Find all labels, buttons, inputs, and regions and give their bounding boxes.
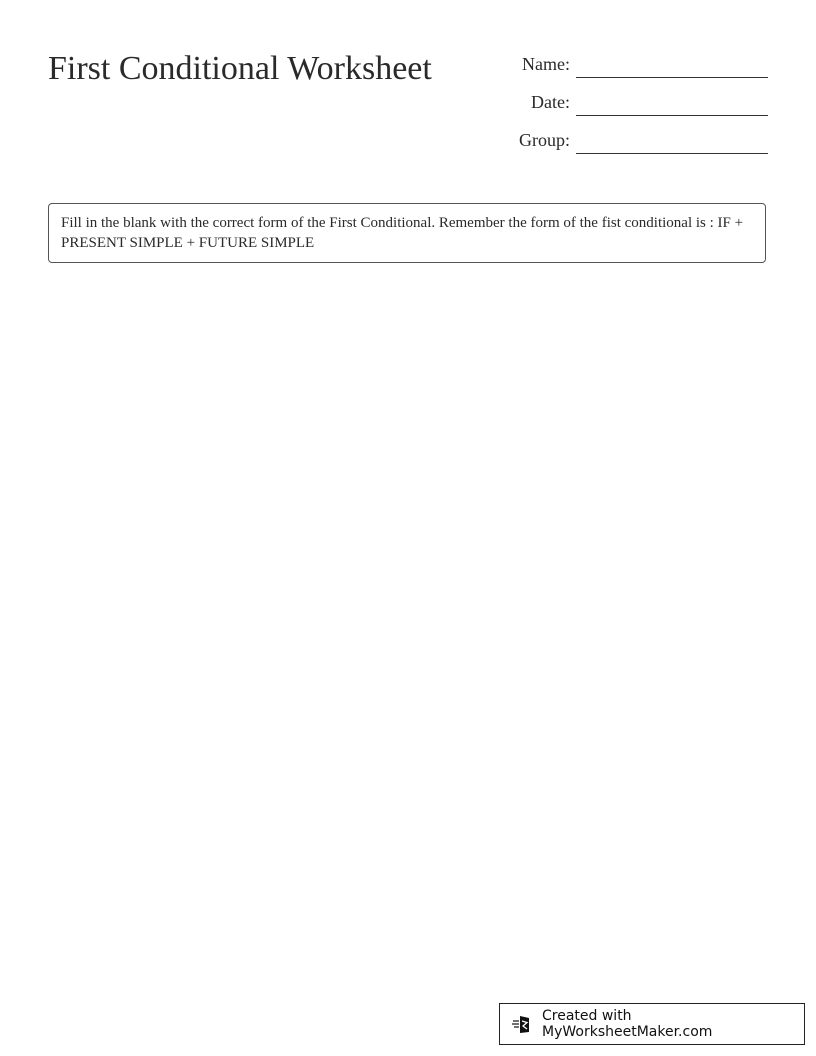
instructions-box [48,203,766,263]
date-label: Date: [531,92,570,112]
name-field [450,50,768,78]
name-blank-line[interactable] [576,77,768,78]
date-field [450,88,768,116]
footer-credit-text: Created with MyWorksheetMaker.com [542,1008,713,1040]
instructions-text: Fill in the blank with the correct form of the First Conditional. Remember the form of the fist conditional is : IF + PRESENT SIMPLE + FUTURE SIMPLE [61,215,744,251]
group-field [450,126,768,154]
name-label: Name: [522,54,570,74]
footer-credit[interactable] [499,1003,805,1045]
worksheet-title: First Conditional Worksheet [48,50,432,87]
group-label: Group: [519,130,570,150]
group-blank-line[interactable] [576,153,768,154]
date-blank-line[interactable] [576,115,768,116]
worksheet-maker-logo-icon [512,1013,534,1035]
